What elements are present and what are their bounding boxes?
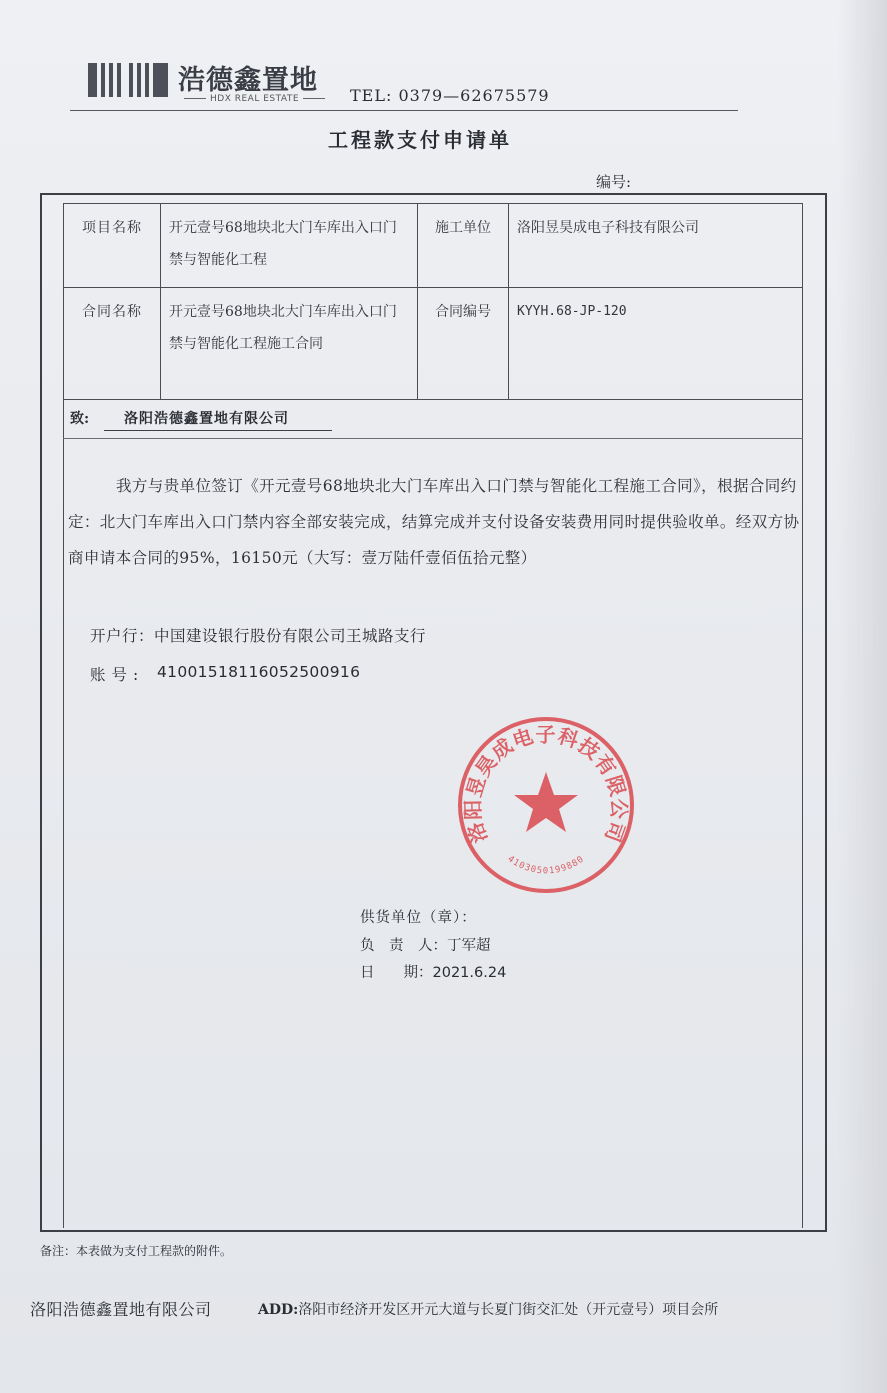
project-name-label: 项目名称 (64, 204, 161, 288)
account-number: 41001518116052500916 (157, 663, 361, 681)
company-name-en: HDX REAL ESTATE (180, 94, 329, 104)
account-label: 账号: (90, 666, 145, 684)
remark-text: 备注：本表做为支付工程款的附件。 (40, 1244, 233, 1258)
project-name-value: 开元壹号68地块北大门车库出入口门禁与智能化工程 (161, 204, 418, 288)
seal-code: 4103050199880 (505, 854, 587, 877)
table-row (64, 204, 803, 288)
contract-number-value: KYYH.68-JP-120 (509, 288, 803, 400)
footer-address-text: 洛阳市经济开发区开元大道与长夏门街交汇处（开元壹号）项目会所 (298, 1302, 719, 1318)
person-in-charge-name: 丁军超 (447, 938, 491, 954)
contractor-value: 洛阳昱昊成电子科技有限公司 (509, 204, 803, 288)
date-value: 2021.6.24 (432, 965, 507, 981)
contract-name-label: 合同名称 (64, 288, 161, 400)
footer-company: 洛阳浩德鑫置地有限公司 (30, 1300, 212, 1319)
contract-name-value: 开元壹号68地块北大门车库出入口门禁与智能化工程施工合同 (161, 288, 418, 400)
document-title: 工程款支付申请单 (328, 128, 512, 152)
project-info-table (63, 203, 803, 400)
seal-text: 洛阳昱昊成电子科技有限公司 (460, 722, 632, 847)
company-seal-stamp (451, 710, 641, 900)
recipient-name: 洛阳浩德鑫置地有限公司 (104, 408, 332, 431)
contractor-label: 施工单位 (418, 204, 509, 288)
bank-name: 开户行：中国建设银行股份有限公司王城路支行 (90, 627, 427, 645)
company-name-cn: 浩德鑫置地 (178, 65, 318, 96)
person-in-charge-label: 负 责 人： (360, 938, 447, 954)
svg-text:4103050199880 (505, 854, 586, 876)
seal-star-icon (514, 772, 578, 832)
footer-add-label: ADD: (258, 1302, 299, 1318)
telephone: TEL: 0379—62675579 (350, 86, 550, 105)
request-body-text: 我方与贵单位签订《开元壹号68地块北大门车库出入口门禁与智能化工程施工合同》，根据合同约定：北大门车库出入口门禁内容全部安装完成，结算完成并支付设备安装费用同时提供验收单。经双方协商申请本合同的95%，16150元（大写：壹万陆仟壹佰伍拾元整） (68, 477, 800, 567)
header-divider (70, 110, 738, 111)
date-label: 日 期： (360, 965, 433, 981)
date-line (360, 961, 506, 982)
supplier-seal-label: 供货单位（章）： (360, 910, 477, 926)
recipient-label: 致: (70, 411, 90, 427)
page-edge-shadow (837, 0, 887, 1393)
company-logo-icon (88, 63, 168, 97)
footer-address (258, 1299, 718, 1319)
table-row (64, 288, 803, 400)
person-in-charge-line (360, 934, 491, 955)
contract-number-label: 合同编号 (418, 288, 509, 400)
serial-number-label: 编号: (596, 173, 632, 191)
body-divider (63, 438, 803, 439)
